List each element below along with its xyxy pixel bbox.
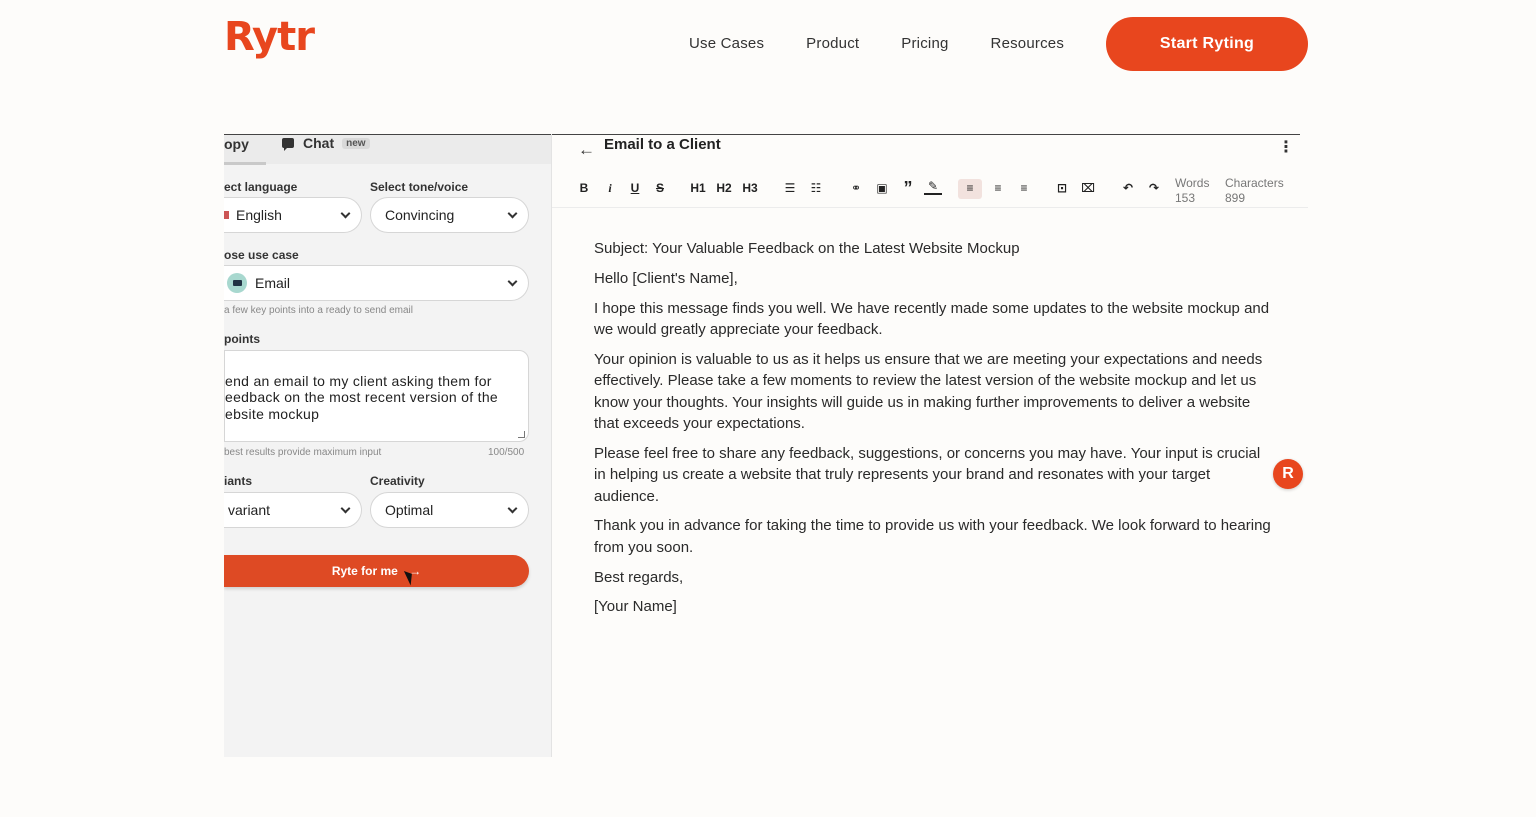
rytr-logo[interactable]: Rytr <box>224 14 314 60</box>
key-points-text: end an email to my client asking them for eedback on the most recent version of the ebsite mockup <box>225 372 499 422</box>
characters-value: 899 <box>1225 191 1246 205</box>
document-title[interactable]: Email to a Client <box>604 136 721 153</box>
doc-paragraph: I hope this message finds you well. We have recently made some updates to the website mockup and we would greatly appreciate your feedback. <box>594 299 1270 338</box>
tone-select[interactable] <box>370 197 529 233</box>
nav-pricing[interactable]: Pricing <box>901 35 949 52</box>
creativity-label: Creativity <box>370 474 425 488</box>
quote-icon[interactable]: ” <box>903 178 913 198</box>
fullscreen-icon[interactable]: ⊡ <box>1056 181 1068 195</box>
doc-paragraph: Subject: Your Valuable Feedback on the Latest Website Mockup <box>594 240 1020 257</box>
panel-tabs <box>224 134 552 164</box>
chat-icon <box>282 138 294 148</box>
clear-format-icon[interactable]: ⌧ <box>1081 181 1095 195</box>
tone-value: Convincing <box>385 207 455 223</box>
tab-chat-label: Chat <box>303 135 335 151</box>
variants-label: iants <box>224 474 253 488</box>
editor-panel <box>552 134 1308 757</box>
top-nav <box>689 35 1106 52</box>
more-options-icon[interactable]: ⋮ <box>1278 139 1294 156</box>
words-label: Words <box>1175 176 1210 190</box>
tab-chat[interactable] <box>282 135 370 151</box>
doc-paragraph: Hello [Client's Name], <box>594 269 738 287</box>
app-frame <box>224 134 1308 757</box>
variants-value: variant <box>228 502 271 518</box>
doc-paragraph: Please feel free to share any feedback, suggestions, or concerns you may have. Your input is crucial in helping us create a website that truly represents your brand and resonates with your target audience. <box>594 444 1261 505</box>
language-value: English <box>236 207 282 223</box>
nav-resources[interactable]: Resources <box>990 35 1065 52</box>
undo-icon[interactable]: ↶ <box>1122 181 1134 195</box>
usecase-select[interactable] <box>224 265 529 301</box>
start-ryting-button[interactable]: Start Ryting <box>1106 17 1308 71</box>
usecase-value: Email <box>255 275 291 291</box>
strikethrough-button[interactable]: S <box>655 181 664 195</box>
document-body[interactable] <box>594 238 1274 626</box>
chevron-down-icon <box>341 209 351 219</box>
input-counter: 100/500 <box>488 447 525 458</box>
link-icon[interactable]: ⚭ <box>850 181 862 195</box>
numbered-list-icon[interactable]: ☷ <box>810 181 822 195</box>
resize-handle-icon[interactable] <box>518 431 525 438</box>
italic-button[interactable]: i <box>608 181 612 195</box>
doc-paragraph: Best regards, <box>594 568 684 586</box>
arrow-right-icon: → <box>409 564 422 578</box>
nav-use-cases[interactable]: Use Cases <box>689 35 765 52</box>
language-label: ect language <box>224 180 298 194</box>
words-value: 153 <box>1175 191 1196 205</box>
align-left-icon[interactable]: ≡ <box>958 179 982 199</box>
word-counter <box>1175 176 1209 206</box>
document-header <box>552 134 1300 162</box>
input-panel <box>224 134 552 757</box>
align-center-icon[interactable]: ≡ <box>994 181 1002 195</box>
bold-button[interactable]: B <box>579 181 589 195</box>
rytr-assistant-icon[interactable]: R <box>1273 459 1303 489</box>
nav-product[interactable]: Product <box>806 35 860 52</box>
flag-icon <box>224 211 229 219</box>
bullet-list-icon[interactable]: ☰ <box>784 181 796 195</box>
heading2-button[interactable]: H2 <box>716 181 732 195</box>
back-arrow-icon[interactable]: ← <box>578 140 595 159</box>
input-hint: best results provide maximum input <box>224 447 382 458</box>
creativity-value: Optimal <box>385 502 434 518</box>
heading3-button[interactable]: H3 <box>742 181 758 195</box>
mail-icon <box>227 273 247 293</box>
chevron-down-icon <box>508 209 518 219</box>
usecase-label: ose use case <box>224 248 299 262</box>
usecase-hint: a few key points into a ready to send email <box>224 305 413 316</box>
doc-paragraph: Your opinion is valuable to us as it helps us ensure that we are meeting your expectations and needs effectively. Please take a few moments to review the latest version of the website mockup and let us know your thoughts. Your insights will guide us in making further improvements to deliver a website that exceeds your expectations. <box>594 350 1263 433</box>
heading1-button[interactable]: H1 <box>690 181 706 195</box>
points-label: points <box>224 332 260 346</box>
char-counter <box>1225 176 1284 206</box>
highlight-pen-icon[interactable]: ✎ <box>924 179 942 195</box>
language-select[interactable] <box>224 197 362 233</box>
new-badge: new <box>342 138 369 149</box>
key-points-textarea[interactable] <box>224 350 529 442</box>
chevron-down-icon <box>508 277 518 287</box>
creativity-select[interactable] <box>370 492 529 528</box>
tab-copy[interactable]: opy <box>224 135 266 165</box>
align-right-icon[interactable]: ≡ <box>1020 181 1028 195</box>
underline-button[interactable]: U <box>630 181 640 195</box>
ryte-button-label: Ryte for me <box>331 564 398 578</box>
image-icon[interactable]: ▣ <box>876 181 888 195</box>
chevron-down-icon <box>508 504 518 514</box>
characters-label: Characters <box>1225 176 1284 190</box>
redo-icon[interactable]: ↷ <box>1148 181 1160 195</box>
editor-toolbar <box>552 168 1308 208</box>
chevron-down-icon <box>341 504 351 514</box>
doc-paragraph: Thank you in advance for taking the time to provide us with your feedback. We look forward to hearing from you soon. <box>594 517 1271 556</box>
doc-paragraph: [Your Name] <box>594 598 677 616</box>
tone-label: Select tone/voice <box>370 180 469 194</box>
ryte-for-me-button[interactable] <box>224 555 529 587</box>
variants-select[interactable] <box>224 492 362 528</box>
